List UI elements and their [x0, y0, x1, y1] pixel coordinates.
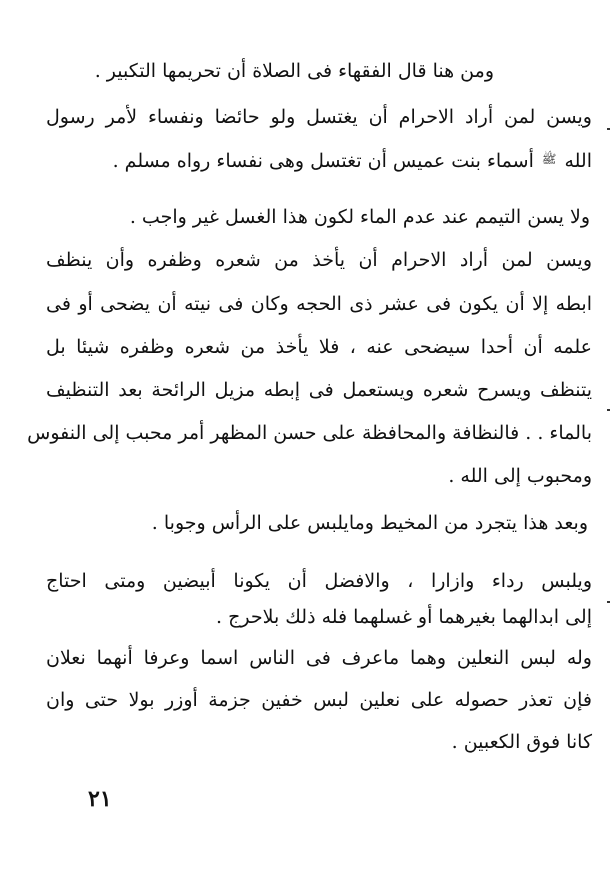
text-line-3-rest: أسماء بنت عميس أن تغتسل وهى نفساء رواه مسلم .	[112, 150, 534, 172]
page-number: ٢١	[88, 786, 112, 812]
text-line-14: وله لبس النعلين وهما ماعرف فى الناس اسما وعرفا أنهما نعلان	[46, 647, 592, 669]
text-line-1: ومن هنا قال الفقهاء فى الصلاة أن تحريمها التكبير .	[94, 60, 494, 82]
text-line-12: ويلبس رداء وازارا ، والافضل أن يكونا أبيضين ومتى احتاج	[46, 570, 592, 592]
text-line-11: وبعد هذا يتجرد من المخيط ومايلبس على الرأس وجوبا .	[151, 512, 588, 534]
text-line-2: ويسن لمن أراد الاحرام أن يغتسل ولو حائضا ونفساء لأمر رسول	[46, 106, 592, 128]
text-line-6: ابطه إلا أن يكون فى عشر ذى الحجه وكان فى نيته أن يضحى أو فى	[46, 293, 592, 315]
text-line-8: يتنظف ويسرح شعره ويستعمل فى إبطه مزيل الرائحة بعد التنظيف	[46, 379, 592, 401]
text-line-4: ولا يسن التيمم عند عدم الماء لكون هذا الغسل غير واجب .	[129, 206, 590, 228]
text-line-7: علمه أن أحدا سيضحى عنه ، فلا يأخذ من شعره وظفره شيئا بل	[46, 336, 592, 358]
text-line-3-word: الله	[564, 150, 592, 172]
text-line-16: كانا فوق الكعبين .	[451, 731, 592, 753]
text-line-9: بالماء . . فالنظافة والمحافظة على حسن المظهر أمر محبب إلى النفوس	[27, 422, 592, 444]
text-line-10: ومحبوب إلى الله .	[448, 465, 592, 487]
text-line-3	[113, 146, 592, 174]
text-line-15: فإن تعذر حصوله على نعلين لبس خفين جزمة أوزر بولا حتى وان	[46, 689, 592, 711]
scan-mark	[607, 409, 610, 411]
text-line-13: إلى ابدالهما بغيرهما أو غسلهما فله ذلك بلاحرج .	[216, 606, 592, 628]
scan-mark	[607, 128, 610, 130]
text-line-5: ويسن لمن أراد الاحرام أن يأخذ من شعره وظفره وأن ينظف	[46, 249, 592, 271]
scan-mark	[607, 601, 610, 603]
honorific-symbol: ﷺ	[541, 152, 557, 166]
